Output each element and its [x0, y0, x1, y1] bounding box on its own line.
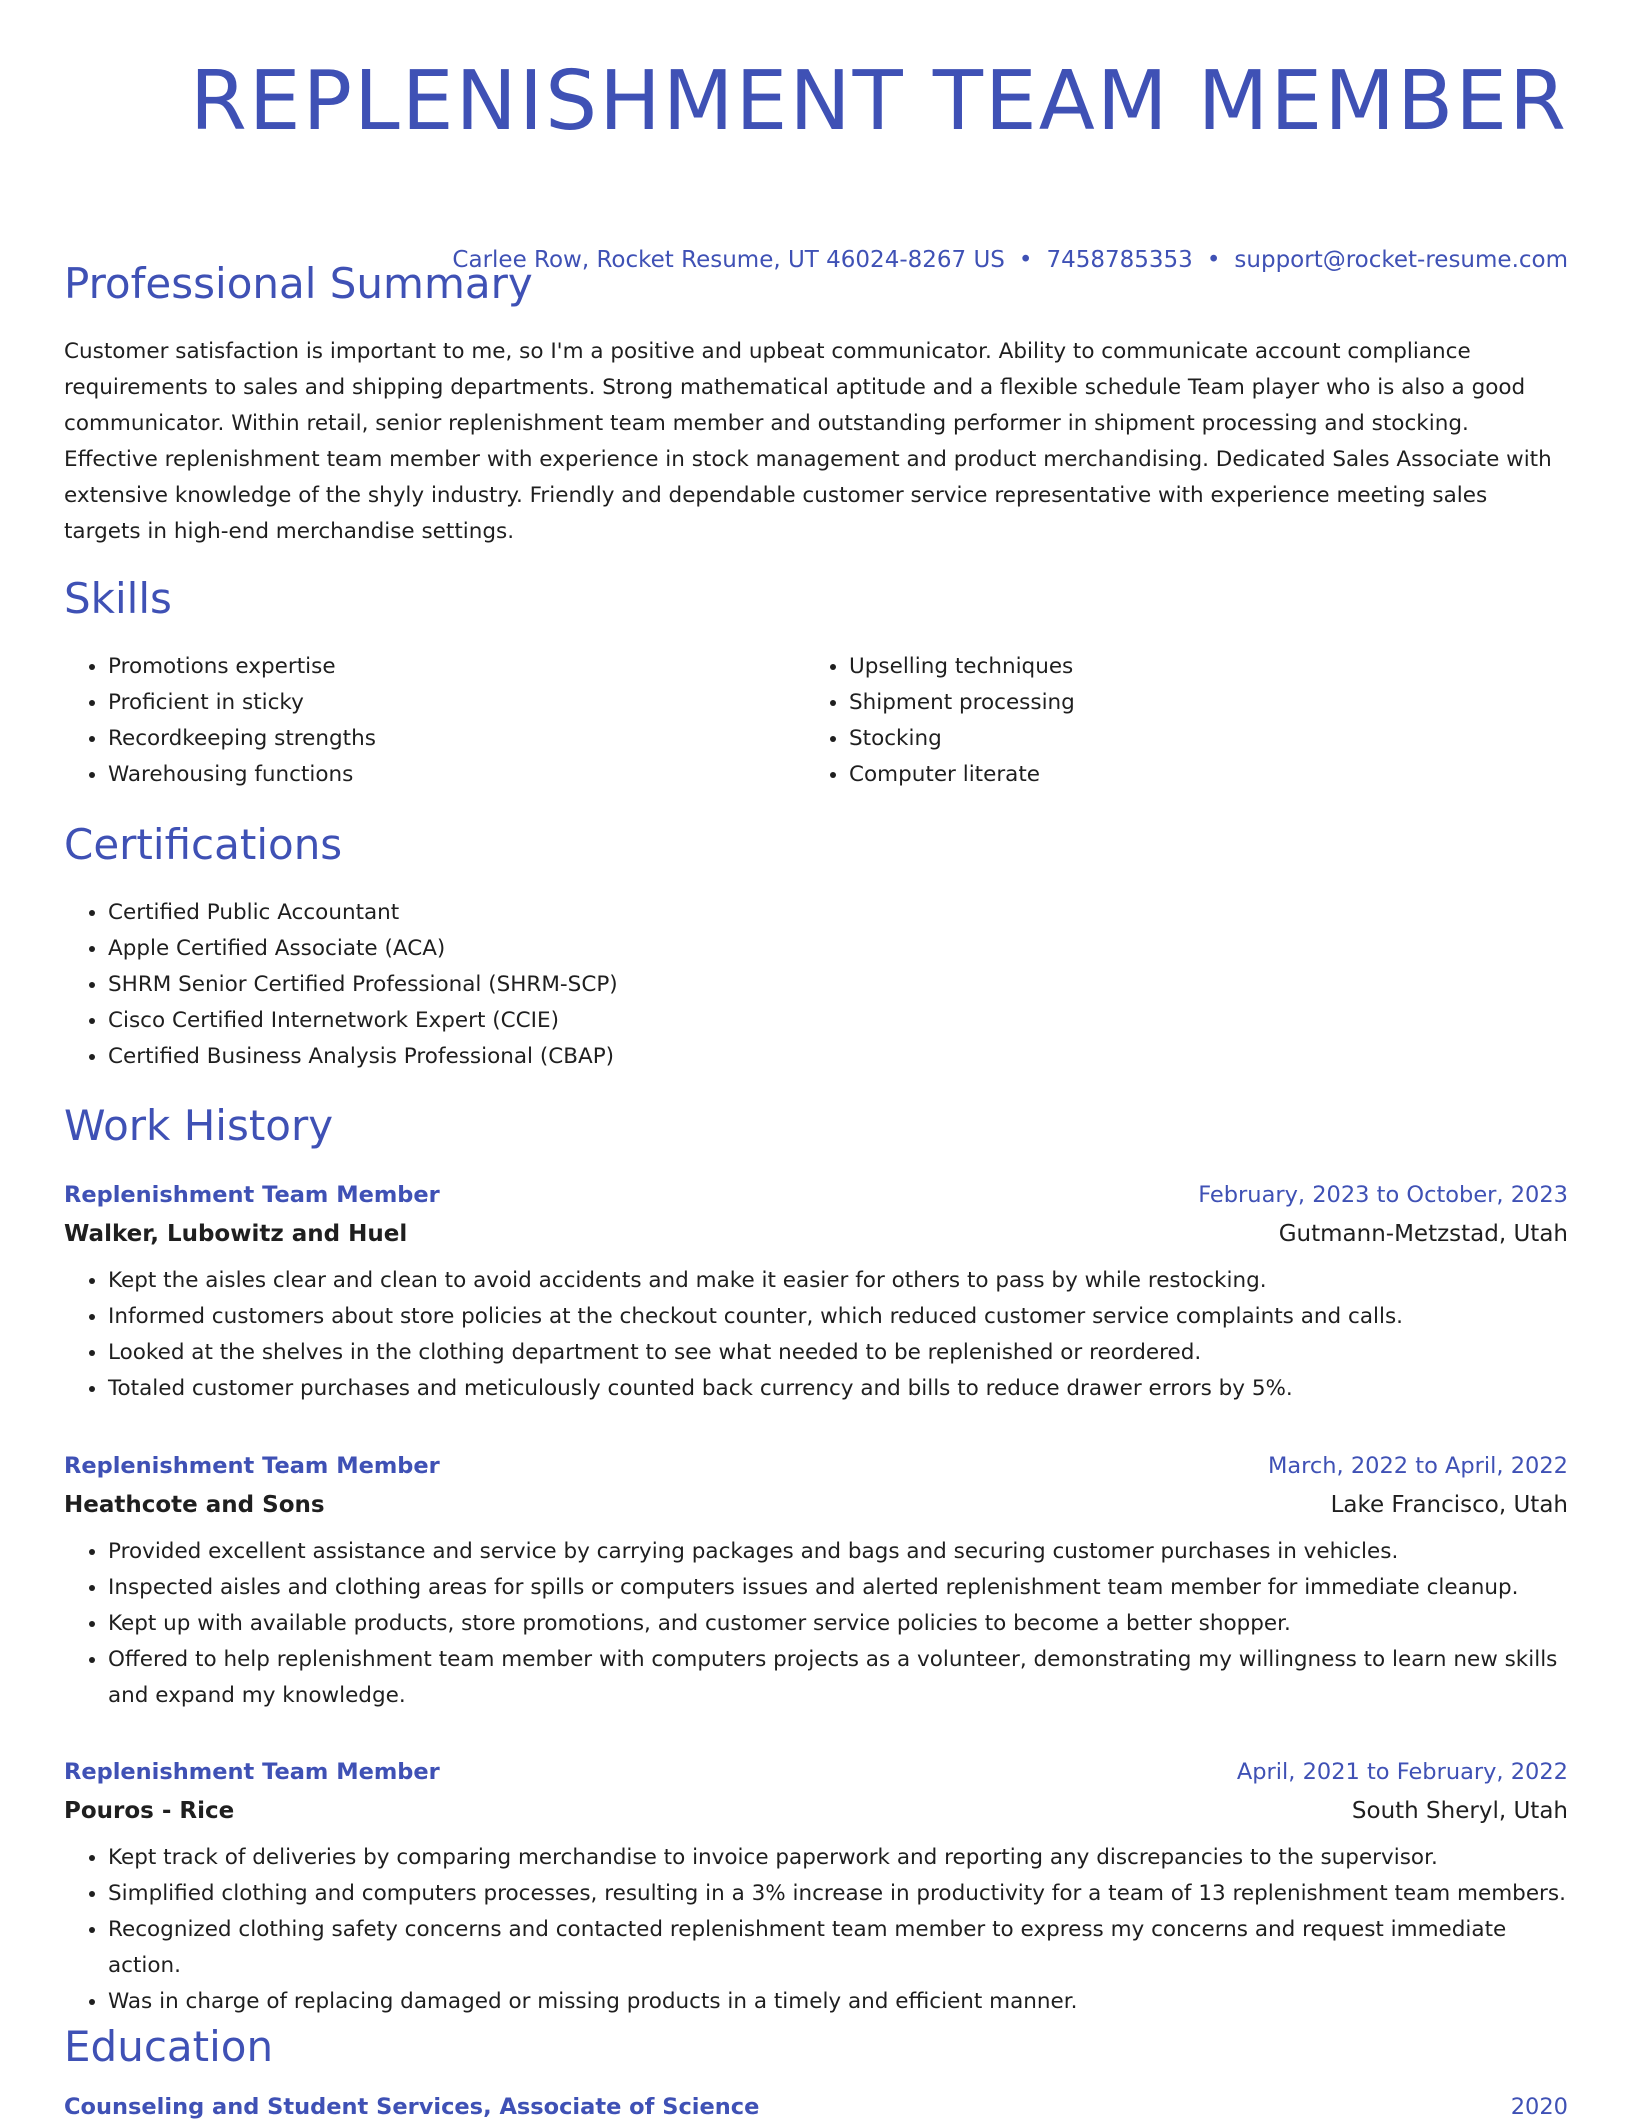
job-bullets [64, 1840, 1568, 2020]
job-bullets [64, 1263, 1568, 1407]
job-location: Lake Francisco, Utah [1330, 1492, 1568, 1518]
job-bullet: • Simplified clothing and computers processes, resulting in a 3% increase in productivity for a team of 13 replenishment team members. [108, 1876, 1568, 1912]
job-company: Walker, Lubowitz and Huel [64, 1221, 408, 1247]
contact-separator: • [1206, 247, 1221, 273]
skill-item: • Upselling techniques [849, 649, 1568, 685]
contact-address: Carlee Row, Rocket Resume, UT 46024-8267 US [452, 247, 1005, 273]
job-bullet: • Kept the aisles clear and clean to avoid accidents and make it easier for others to pass by while restocking. [108, 1263, 1568, 1299]
job-location: South Sheryl, Utah [1351, 1798, 1568, 1824]
skill-item: • Recordkeeping strengths [108, 721, 805, 757]
job-bullet: • Inspected aisles and clothing areas for spills or computers issues and alerted replenishment team member for immediate cleanup. [108, 1570, 1568, 1606]
resume-title: REPLENISHMENT TEAM MEMBER [189, 54, 1568, 149]
job-bullet: • Kept up with available products, store promotions, and customer service policies to become a better shopper. [108, 1606, 1568, 1642]
skill-item: • Shipment processing [849, 685, 1568, 721]
job-title: Replenishment Team Member [64, 1182, 440, 1208]
job-dates: March, 2022 to April, 2022 [1267, 1453, 1568, 1479]
section-heading-skills: Skills [64, 574, 172, 623]
education-degree: Counseling and Student Services, Associate of Science [64, 2094, 760, 2120]
contact-separator: • [1018, 247, 1033, 273]
section-heading-summary: Professional Summary [64, 259, 533, 308]
job-bullet: • Offered to help replenishment team member with computers projects as a volunteer, demonstrating my willingness to learn new skills and expand my knowledge. [108, 1642, 1568, 1714]
job-bullet: • Kept track of deliveries by comparing merchandise to invoice paperwork and reporting any discrepancies to the supervisor. [108, 1840, 1568, 1876]
skill-item: • Promotions expertise [108, 649, 805, 685]
job-bullet: • Provided excellent assistance and service by carrying packages and bags and securing customer purchases in vehicles. [108, 1534, 1568, 1570]
certification-item: • Certified Business Analysis Professional (CBAP) [108, 1039, 1568, 1075]
education-year: 2020 [1510, 2094, 1568, 2120]
certifications-list [64, 895, 1568, 1075]
skills-column-right [805, 649, 1568, 793]
skills-list [64, 649, 1568, 793]
job-bullets [64, 1534, 1568, 1714]
education-entry [64, 2092, 1568, 2122]
skill-item: • Stocking [849, 721, 1568, 757]
job-bullet: • Informed customers about store policies at the checkout counter, which reduced customer service complaints and calls. [108, 1299, 1568, 1335]
job-title: Replenishment Team Member [64, 1759, 440, 1785]
section-heading-education: Education [64, 2022, 274, 2071]
section-heading-work-history: Work History [64, 1101, 334, 1150]
contact-line [452, 245, 1568, 275]
job-bullet: • Was in charge of replacing damaged or missing products in a timely and efficient manner. [108, 1984, 1568, 2020]
certification-item: • Apple Certified Associate (ACA) [108, 931, 1568, 967]
contact-email[interactable]: support@rocket-resume.com [1234, 247, 1568, 273]
job-dates: April, 2021 to February, 2022 [1236, 1759, 1568, 1785]
job-entry [64, 1180, 1568, 1407]
certification-item: • SHRM Senior Certified Professional (SHRM-SCP) [108, 967, 1568, 1003]
job-title: Replenishment Team Member [64, 1453, 440, 1479]
job-company: Heathcote and Sons [64, 1492, 325, 1518]
job-entry [64, 1451, 1568, 1714]
skills-column-left [64, 649, 805, 793]
skill-item: • Computer literate [849, 757, 1568, 793]
contact-phone: 7458785353 [1046, 247, 1193, 273]
job-company: Pouros - Rice [64, 1798, 235, 1824]
skill-item: • Warehousing functions [108, 757, 805, 793]
summary-text: Customer satisfaction is important to me, so I'm a positive and upbeat communicator. Ability to communicate account compliance requirements to sales and shipping departments. Strong mathematical aptitude and a flexible schedule Team player who is also a good communicator. Within retail, senior replenishment team member and outstanding performer in shipment processing and stocking. Effective replenishment team member with experience in stock management and product merchandising. Dedicated Sales Associate with extensive knowledge of the shyly industry. Friendly and dependable customer service representative with experience meeting sales targets in high-end merchandise settings. [64, 339, 1552, 544]
certification-item: • Cisco Certified Internetwork Expert (CCIE) [108, 1003, 1568, 1039]
job-location: Gutmann-Metzstad, Utah [1278, 1221, 1568, 1247]
certification-item: • Certified Public Accountant [108, 895, 1568, 931]
job-dates: February, 2023 to October, 2023 [1198, 1182, 1568, 1208]
job-entry [64, 1757, 1568, 2020]
job-bullet: • Looked at the shelves in the clothing department to see what needed to be replenished or reordered. [108, 1335, 1568, 1371]
job-bullet: • Totaled customer purchases and meticulously counted back currency and bills to reduce drawer errors by 5%. [108, 1371, 1568, 1407]
job-bullet: • Recognized clothing safety concerns and contacted replenishment team member to express my concerns and request immediate action. [108, 1912, 1568, 1984]
skill-item: • Proficient in sticky [108, 685, 805, 721]
section-heading-certifications: Certifications [64, 820, 343, 869]
